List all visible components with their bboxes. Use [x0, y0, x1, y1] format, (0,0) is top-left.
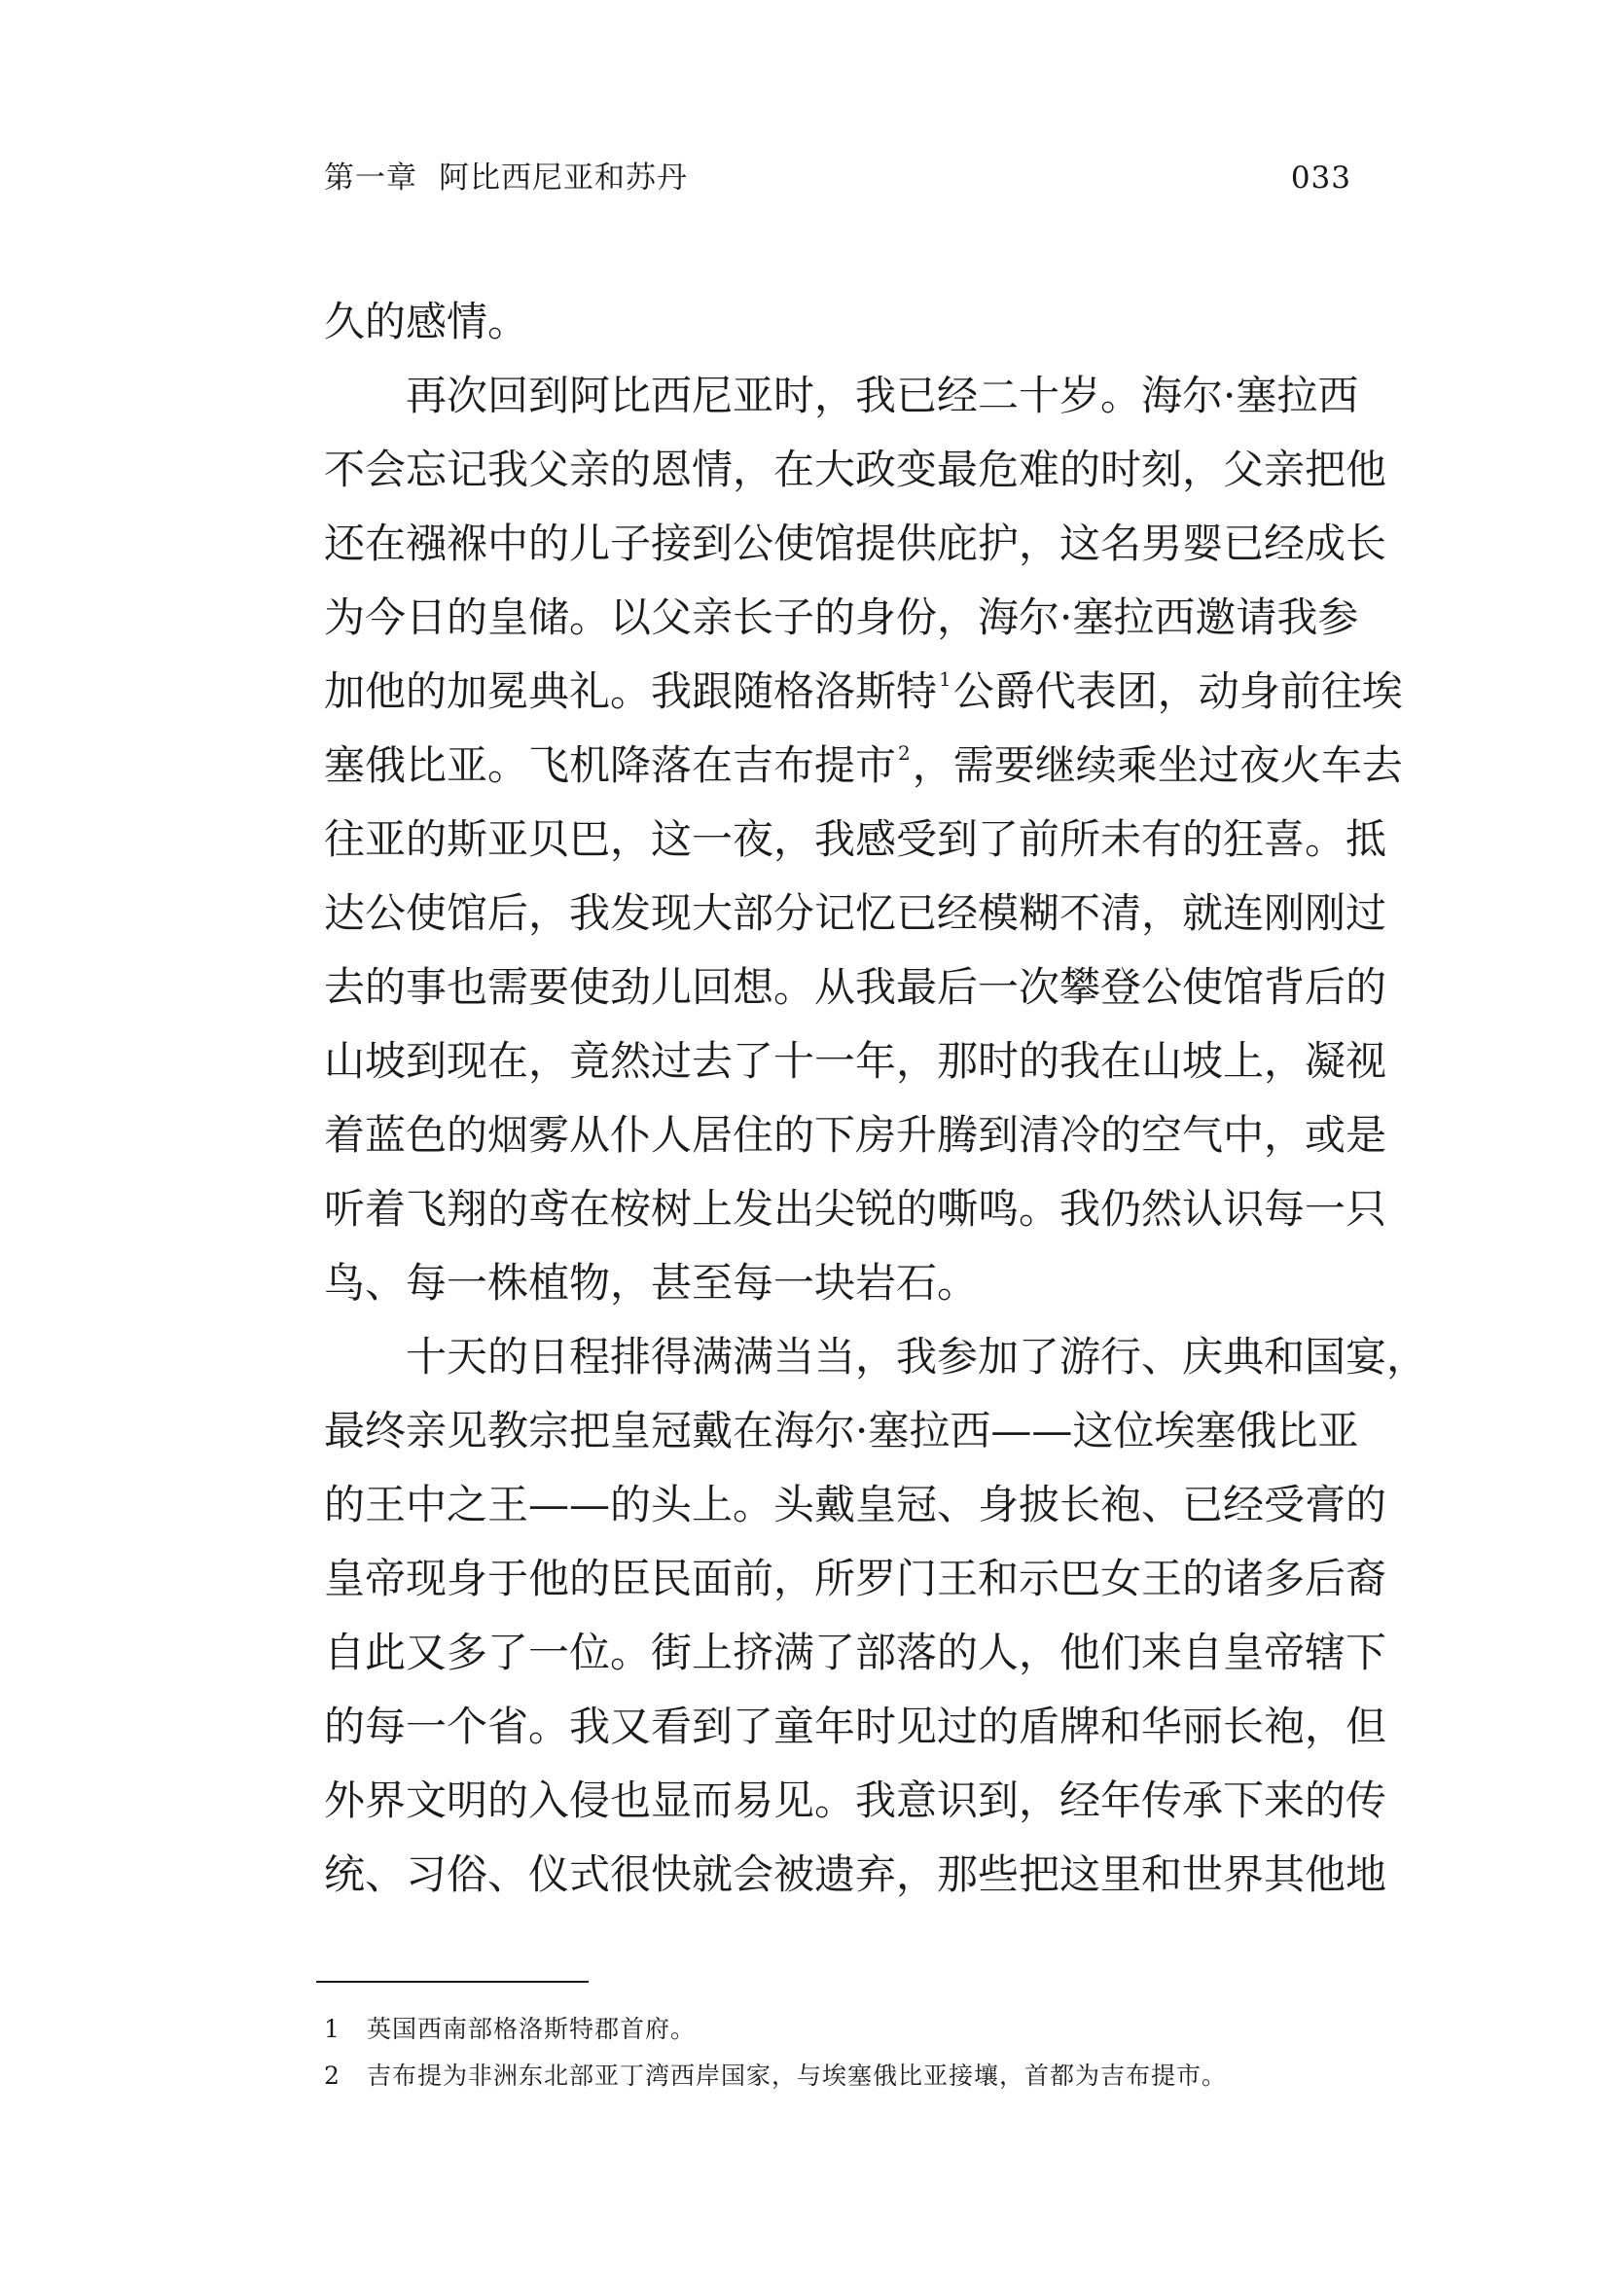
- paragraph-2-line: 鸟、每一株植物，甚至每一块岩石。: [324, 1259, 979, 1307]
- footnote-ref-1: 1: [939, 667, 951, 691]
- paragraph-3-line: 最终亲见教宗把皇冠戴在海尔·塞拉西——这位埃塞俄比亚: [324, 1407, 1359, 1454]
- paragraph-1-line: 久的感情。: [324, 298, 529, 345]
- footnote-separator: [316, 1981, 589, 1983]
- paragraph-2-line: 听着飞翔的鸢在桉树上发出尖锐的嘶鸣。我仍然认识每一只: [324, 1185, 1387, 1233]
- chapter-title: 阿比西尼亚和苏丹: [439, 161, 688, 196]
- paragraph-2-line: 达公使馆后，我发现大部分记忆已经模糊不清，就连刚刚过: [324, 889, 1387, 937]
- footnote-text: 英国西南部格洛斯特郡首府。: [367, 2015, 697, 2043]
- paragraph-3-line: 十天的日程排得满满当当，我参加了游行、庆典和国宴，: [406, 1333, 1428, 1381]
- footnote-ref-2: 2: [898, 741, 911, 765]
- paragraph-3-line: 皇帝现身于他的臣民面前，所罗门王和示巴女王的诸多后裔: [324, 1555, 1387, 1602]
- footnote-1: [324, 2010, 1355, 2049]
- paragraph-2-line: 不会忘记我父亲的恩情，在大政变最危难的时刻，父亲把他: [324, 446, 1387, 493]
- footnote-text: 吉布提为非洲东北部亚丁湾西岸国家，与埃塞俄比亚接壤，首都为吉布提市。: [367, 2062, 1228, 2090]
- paragraph-2-line: 着蓝色的烟雾从仆人居住的下房升腾到清冷的空气中，或是: [324, 1111, 1387, 1159]
- paragraph-3-line: 自此又多了一位。街上挤满了部落的人，他们来自皇帝辖下: [324, 1629, 1387, 1676]
- paragraph-2-line: 加他的加冕典礼。我跟随格洛斯特 $^1$公爵代表团，动身前往埃: [324, 667, 1403, 715]
- running-header: [324, 157, 1351, 199]
- paragraph-2-line: 塞俄比亚。飞机降落在吉布提市 $^2$，需要继续乘坐过夜火车去: [324, 741, 1403, 789]
- page-number: 033: [1290, 161, 1351, 196]
- paragraph-3-line: 的每一个省。我又看到了童年时见过的盾牌和华丽长袍，但: [324, 1703, 1387, 1750]
- paragraph-2-line: 再次回到阿比西尼亚时，我已经二十岁。海尔·塞拉西: [406, 372, 1359, 419]
- chapter-heading: [324, 157, 688, 199]
- paragraph-2-line: 山坡到现在，竟然过去了十一年，那时的我在山坡上，凝视: [324, 1037, 1387, 1085]
- footnote-2: [324, 2057, 1355, 2096]
- footnote-number: 1: [324, 2015, 341, 2043]
- paragraph-2-line: 还在襁褓中的儿子接到公使馆提供庇护，这名男婴已经成长: [324, 520, 1387, 567]
- paragraph-2-line: 往亚的斯亚贝巴，这一夜，我感受到了前所未有的狂喜。抵: [324, 815, 1387, 863]
- paragraph-2-line: 为今日的皇储。以父亲长子的身份，海尔·塞拉西邀请我参: [324, 593, 1359, 641]
- chapter-number: 第一章: [324, 161, 417, 196]
- footnote-number: 2: [324, 2062, 341, 2090]
- paragraph-2-line: 去的事也需要使劲儿回想。从我最后一次攀登公使馆背后的: [324, 963, 1387, 1011]
- paragraph-3-line: 统、习俗、仪式很快就会被遗弃，那些把这里和世界其他地: [324, 1850, 1387, 1898]
- paragraph-3-line: 外界文明的入侵也显而易见。我意识到，经年传承下来的传: [324, 1776, 1387, 1824]
- paragraph-3-line: 的王中之王——的头上。头戴皇冠、身披长袍、已经受膏的: [324, 1481, 1387, 1528]
